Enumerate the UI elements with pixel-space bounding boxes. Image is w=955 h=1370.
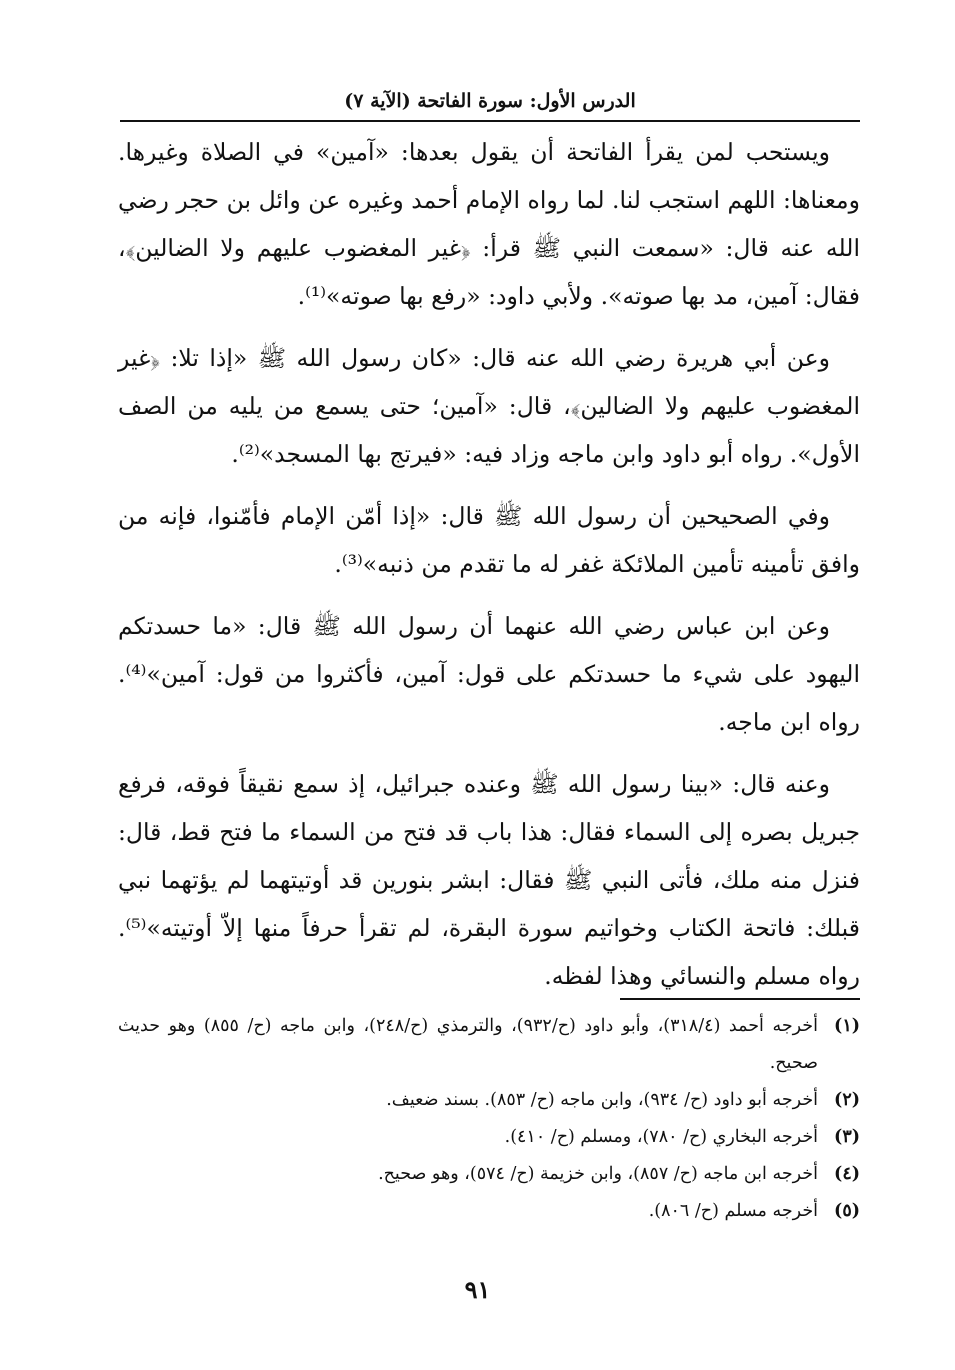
- footnote-number: (٢): [834, 1090, 860, 1110]
- paragraph-jibril: وعنه قال: «بينا رسول الله ﷺ وعنده جبرائيل، إذ سمع نقيقاً فوقه، فرفع جبريل بصره إلى السماء فقال: هذا باب قد فتح من السماء ما فتح قط، قال: فنزل منه ملك، فأتى النبي ﷺ فقال: ابشر بنورين قد أوتيتهما لم يؤتهما نبي قبلك: فاتحة الكتاب وخواتيم سورة البقرة، لم تقرأ حرفاً منها إلاّ أوتيته»⁽⁵⁾. رواه مسلم والنسائي وهذا لفظه.: [118, 770, 860, 990]
- footnote-text: أخرجه ابن ماجه (ح/ ٨٥٧)، وابن خزيمة (ح/ ٥٧٤)، وهو صحيح.: [378, 1164, 818, 1184]
- footnote-divider: [620, 998, 860, 1000]
- footnote-text: أخرجه أبو داود (ح/ ٩٣٤)، وابن ماجه (ح/ ٨٥٣). بسند ضعيف.: [386, 1090, 818, 1110]
- footnote-text: أخرجه مسلم (ح/ ٨٠٦).: [648, 1201, 818, 1221]
- paragraph-sahihain: وفي الصحيحين أن رسول الله ﷺ قال: «إذا أمّن الإمام فأمّنوا، فإنه من وافق تأمينه تأمين الملائكة غفر له ما تقدم من ذنبه»⁽³⁾.: [118, 502, 860, 578]
- footnote-number: (١): [834, 1016, 860, 1036]
- footnote-number: (٤): [834, 1164, 860, 1184]
- footnote-text: أخرجه البخاري (ح/ ٧٨٠)، ومسلم (ح/ ٤١٠).: [504, 1127, 818, 1147]
- footnote-number: (٥): [834, 1201, 860, 1221]
- footnotes: [118, 1008, 860, 1230]
- footnote-text: أخرجه أحمد (٣١٨/٤)، وأبو داود (ح/٩٣٢)، والترمذي (ح/٢٤٨)، وابن ماجه (ح/ ٨٥٥) وهو حديث صحيح.: [118, 1016, 818, 1073]
- footnote-item: [118, 1156, 860, 1193]
- paragraph-ibn-abbas: وعن ابن عباس رضي الله عنهما أن رسول الله ﷺ قال: «ما حسدتكم اليهود على شيء ما حسدتكم على قول: آمين، فأكثروا من قول: آمين»⁽⁴⁾. رواه ابن ماجه.: [118, 612, 860, 736]
- footnote-number: (٣): [834, 1127, 860, 1147]
- footnote-item: [118, 1193, 860, 1230]
- footnote-item: [118, 1008, 860, 1082]
- paragraph-amen-recommendation: ويستحب لمن يقرأ الفاتحة أن يقول بعدها: «آمين» في الصلاة وغيرها. ومعناها: اللهم استجب لنا. لما رواه الإمام أحمد وغيره عن وائل بن حجر رضي الله عنه قال: «سمعت النبي ﷺ قرأ: ﴿غير المغضوب عليهم ولا الضالين﴾، فقال: آمين، مد بها صوته». ولأبي داود: «رفع بها صوته»⁽¹⁾.: [118, 138, 860, 310]
- footnote-item: [118, 1082, 860, 1119]
- paragraph-abu-hurairah: وعن أبي هريرة رضي الله عنه قال: «كان رسول الله ﷺ «إذا تلا: ﴿غير المغضوب عليهم ولا الضالين﴾، قال: «آمين؛ حتى يسمع من يليه من الصف الأول». رواه أبو داود وابن ماجه وزاد فيه: «فيرتج بها المسجد»⁽²⁾.: [118, 344, 860, 468]
- main-text: [118, 128, 860, 1014]
- running-header: الدرس الأول: سورة الفاتحة (الآية ٧): [120, 86, 860, 122]
- footnote-item: [118, 1119, 860, 1156]
- page-number: ٩١: [464, 1275, 491, 1304]
